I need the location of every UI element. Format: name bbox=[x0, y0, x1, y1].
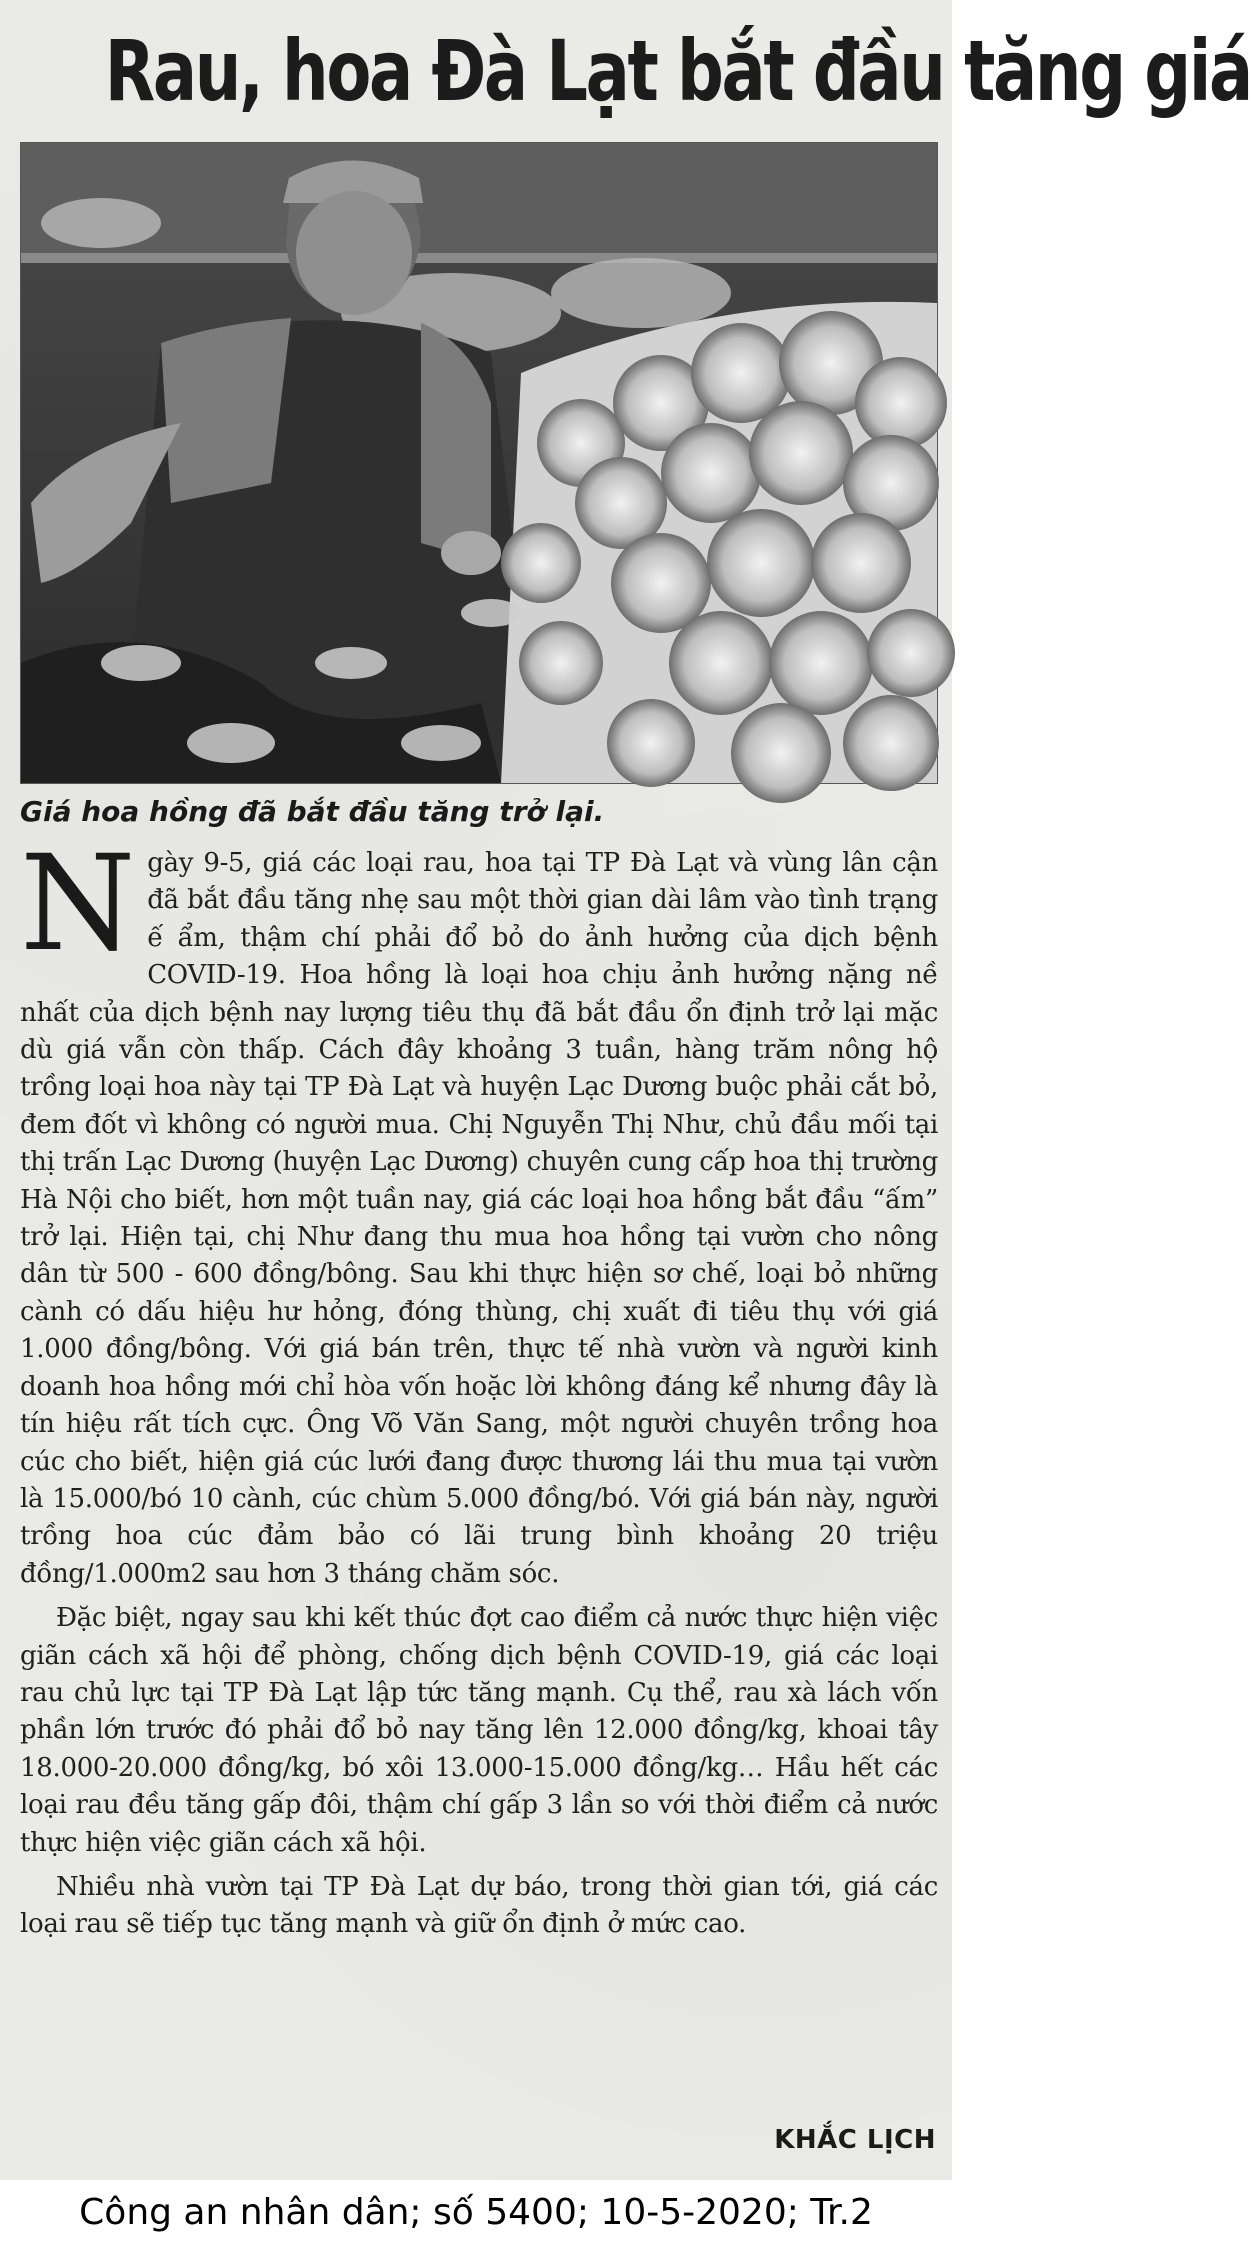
source-citation: Công an nhân dân; số 5400; 10-5-2020; Tr.2 bbox=[79, 2192, 873, 2233]
headline: Rau, hoa Đà Lạt bắt đầu tăng giá bbox=[104, 22, 1251, 120]
paragraph-2: Đặc biệt, ngay sau khi kết thúc đợt cao điểm cả nước thực hiện việc giãn cách xã hội để phòng, chống dịch bệnh COVID-19, giá các loại rau chủ lực tại TP Đà Lạt lập tức tăng mạnh. Cụ thể, rau xà lách vốn phần lớn trước đó phải đổ bỏ nay tăng lên 12.000 đồng/kg, khoai tây 18.000-20.000 đồng/kg, bó xôi 13.000-15.000 đồng/kg… Hầu hết các loại rau đều tăng gấp đôi, thậm chí gấp 3 lần so với thời điểm cả nước thực hiện việc giãn cách xã hội. bbox=[20, 1603, 938, 1858]
drop-cap: N bbox=[20, 827, 136, 981]
flower-vendor-photo bbox=[21, 143, 937, 783]
author-byline: KHẮC LỊCH bbox=[774, 2125, 936, 2155]
paragraph-3: Nhiều nhà vườn tại TP Đà Lạt dự báo, trong thời gian tới, giá các loại rau sẽ tiếp tục tăng mạnh và giữ ổn định ở mức cao. bbox=[20, 1871, 938, 1940]
article-body bbox=[20, 827, 938, 1951]
photo-caption: Giá hoa hồng đã bắt đầu tăng trở lại. bbox=[20, 795, 605, 828]
paragraph-1 bbox=[20, 827, 938, 1593]
article-photo bbox=[20, 142, 938, 784]
roses-pile bbox=[501, 302, 955, 803]
paragraph-1-text: gày 9-5, giá các loại rau, hoa tại TP Đà Lạt và vùng lân cận đã bắt đầu tăng nhẹ sau một thời gian dài lâm vào tình trạng ế ẩm, thậm chí phải đổ bỏ do ảnh hưởng của dịch bệnh COVID-19. Hoa hồng là loại hoa chịu ảnh hưởng nặng nề nhất của dịch bệnh nay lượng tiêu thụ đã bắt đầu ổn định trở lại mặc dù giá vẫn còn thấp. Cách đây khoảng 3 tuần, hàng trăm nông hộ trồng loại hoa này tại TP Đà Lạt và huyện Lạc Dương buộc phải cắt bỏ, đem đốt vì không có người mua. Chị Nguyễn Thị Như, chủ đầu mối tại thị trấn Lạc Dương (huyện Lạc Dương) chuyên cung cấp hoa thị trường Hà Nội cho biết, hơn một tuần nay, giá các loại hoa hồng bắt đầu “ấm” trở lại. Hiện tại, chị Như đang thu mua hoa hồng tại vườn cho nông dân từ 500 - 600 đồng/bông. Sau khi thực hiện sơ chế, loại bỏ những cành có dấu hiệu hư hỏng, đóng thùng, chị xuất đi tiêu thụ với giá 1.000 đồng/bông. Với giá bán trên, thực tế nhà vườn và người kinh doanh hoa hồng mới chỉ hòa vốn hoặc lời không đáng kể nhưng đây là tín hiệu rất tích cực. Ông Võ Văn Sang, một người chuyên trồng hoa cúc cho biết, hiện giá cúc lưới đang được thương lái thu mua tại vườn là 15.000/bó 10 cành, cúc chùm 5.000 đồng/bó. Với giá bán này, người trồng hoa cúc đảm bảo có lãi trung bình khoảng 20 triệu đồng/1.000m2 sau hơn 3 tháng chăm sóc. bbox=[20, 848, 938, 1589]
